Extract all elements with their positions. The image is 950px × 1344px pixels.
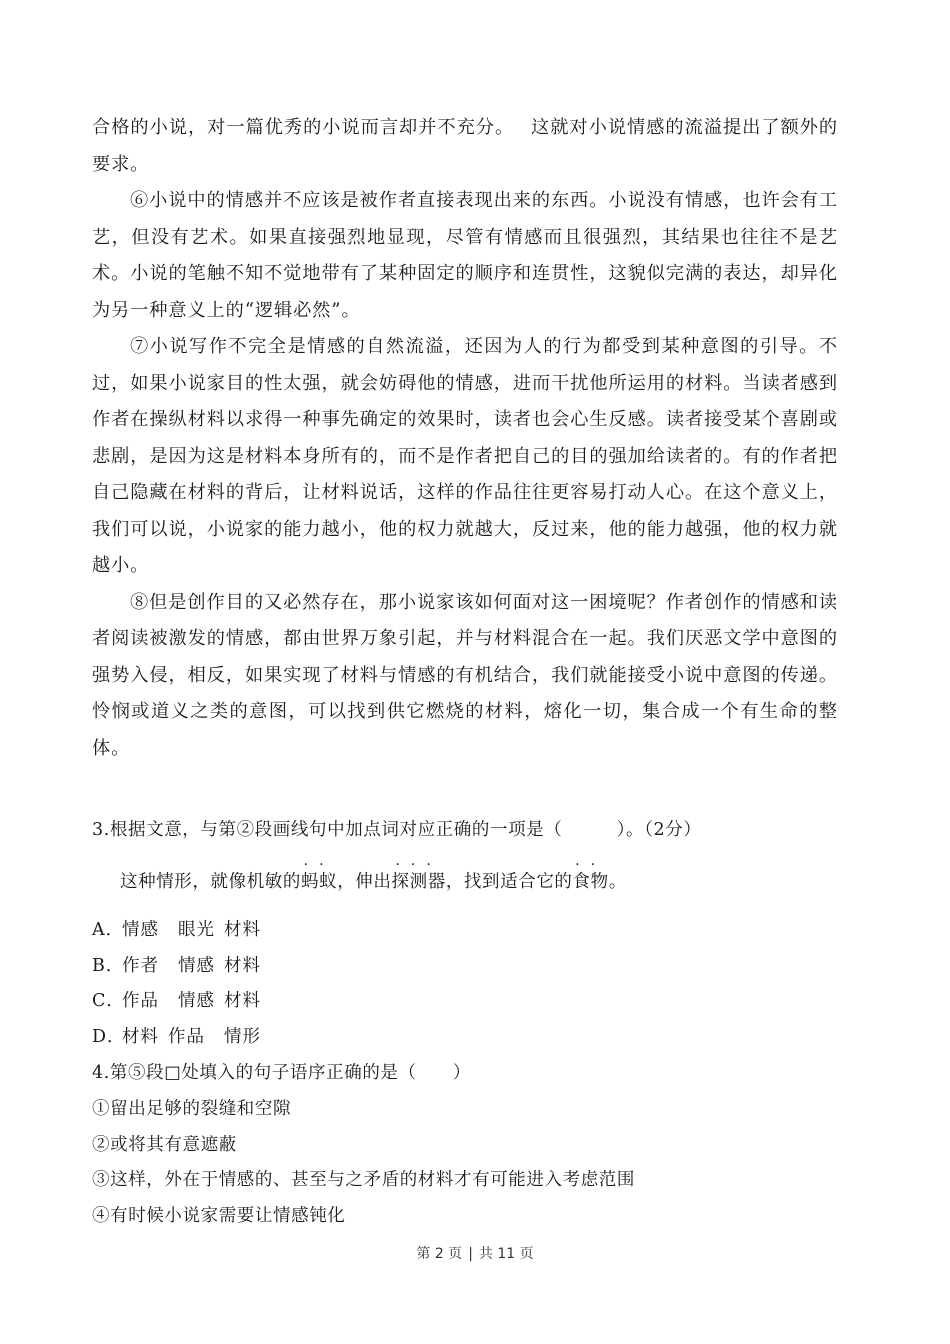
paragraph-8-line: 怜悯或道义之类的意图，可以找到供它燃烧的材料，熔化一切，集合成一个有生命的整: [92, 701, 838, 722]
question-4-stem: 4.第⑤段□处填入的句子语序正确的是（ ）: [92, 1063, 471, 1083]
emphasis-dots: ··: [575, 857, 607, 873]
emphasis-word-detector: ··· 探测器: [391, 857, 446, 892]
question-4-item: ①留出足够的裂缝和空隙: [92, 1099, 292, 1119]
paragraph-6-line: ⑥小说中的情感并不应该是被作者直接表现出来的东西。小说没有情感，也许会有工: [130, 190, 838, 211]
question-4-item: ②或将其有意遮蔽: [92, 1135, 237, 1155]
quote-text: 这种情形，就像机敏的: [120, 872, 301, 892]
paragraph-7-line: 过，如果小说家目的性太强，就会妨碍他的情感，进而干扰他所运用的材料。当读者感到: [92, 373, 838, 394]
page-footer: [0, 1243, 950, 1263]
paragraph-8-line: 强势入侵，相反，如果实现了材料与情感的有机结合，我们就能接受小说中意图的传递。: [92, 665, 838, 686]
paragraph-8-line: 体。: [92, 738, 131, 759]
paragraph-6-line: 术。小说的笔触不知不觉地带有了某种固定的顺序和连贯性，这貌似完满的表达，却异化: [92, 263, 838, 284]
paragraph-7-line: 悲剧，是因为这是材料本身所有的，而不是作者把自己的目的强加给读者的。有的作者把: [92, 446, 838, 467]
paragraph-8-line: ⑧但是创作目的又必然存在，那小说家该如何面对这一困境呢？作者创作的情感和读: [130, 592, 838, 613]
option-label: B．: [92, 956, 125, 976]
option-d[interactable]: D．材料 作品 情形: [92, 1027, 261, 1047]
option-label: C．: [92, 991, 125, 1011]
emphasis-dots: ··: [303, 857, 335, 873]
footer-separator: |: [468, 1246, 473, 1262]
paragraph-6-line: 艺，但没有艺术。如果直接强烈地显现，尽管有情感而且很强烈，其结果也往往不是艺: [92, 227, 838, 248]
question-3-stem: 3.根据文意，与第②段画线句中加点词对应正确的一项是（ ）。（2分）: [92, 820, 702, 840]
question-4-item: ③这样，外在于情感的、甚至与之矛盾的材料才有可能进入考虑范围: [92, 1170, 635, 1190]
paragraph-6-line: 为另一种意义上的“逻辑必然”。: [92, 300, 361, 321]
paragraph-7-line: 我们可以说，小说家的能力越小，他的权力就越大，反过来，他的能力越强，他的权力就: [92, 519, 838, 540]
page-total: 共 11 页: [478, 1246, 534, 1262]
page-number: 第 2 页: [416, 1246, 463, 1262]
emphasis-word-ant: ·· 蚂蚁: [301, 857, 338, 892]
emphasis-dots: ···: [395, 857, 442, 873]
question-4-item: ④有时候小说家需要让情感钝化: [92, 1206, 346, 1226]
quote-text: 。: [608, 872, 627, 892]
quote-text: ，伸出: [337, 872, 392, 892]
quote-text: ，找到适合它的: [445, 872, 573, 892]
paragraph-8-line: 者阅读被激发的情感，都由世界万象引起，并与材料混合在一起。我们厌恶文学中意图的: [92, 628, 838, 649]
option-label: A．: [92, 920, 125, 940]
paragraph-7-line: 作者在操纵材料以求得一种事先确定的效果时，读者也会心生反感。读者接受某个喜剧或: [92, 409, 838, 430]
paragraph-line: 要求。: [92, 154, 150, 175]
option-b[interactable]: B．作者 情感 材料: [92, 956, 261, 976]
question-3-quote: [92, 857, 866, 894]
option-label: D．: [92, 1027, 126, 1047]
paragraph-7-line: 自己隐藏在材料的背后，让材料说话，这样的作品往往更容易打动人心。在这个意义上，: [92, 482, 838, 503]
paragraph-line: 合格的小说，对一篇优秀的小说而言却并不充分。 这就对小说情感的流溢提出了额外的: [92, 117, 838, 138]
option-c[interactable]: C．作品 情感 材料: [92, 991, 261, 1011]
emphasis-word-food: ·· 食物: [572, 857, 609, 892]
paragraph-7-line: 越小。: [92, 555, 150, 576]
option-a[interactable]: A．情感 眼光 材料: [92, 920, 261, 940]
paragraph-7-line: ⑦小说写作不完全是情感的自然流溢，还因为人的行为都受到某种意图的引导。不: [130, 336, 838, 357]
